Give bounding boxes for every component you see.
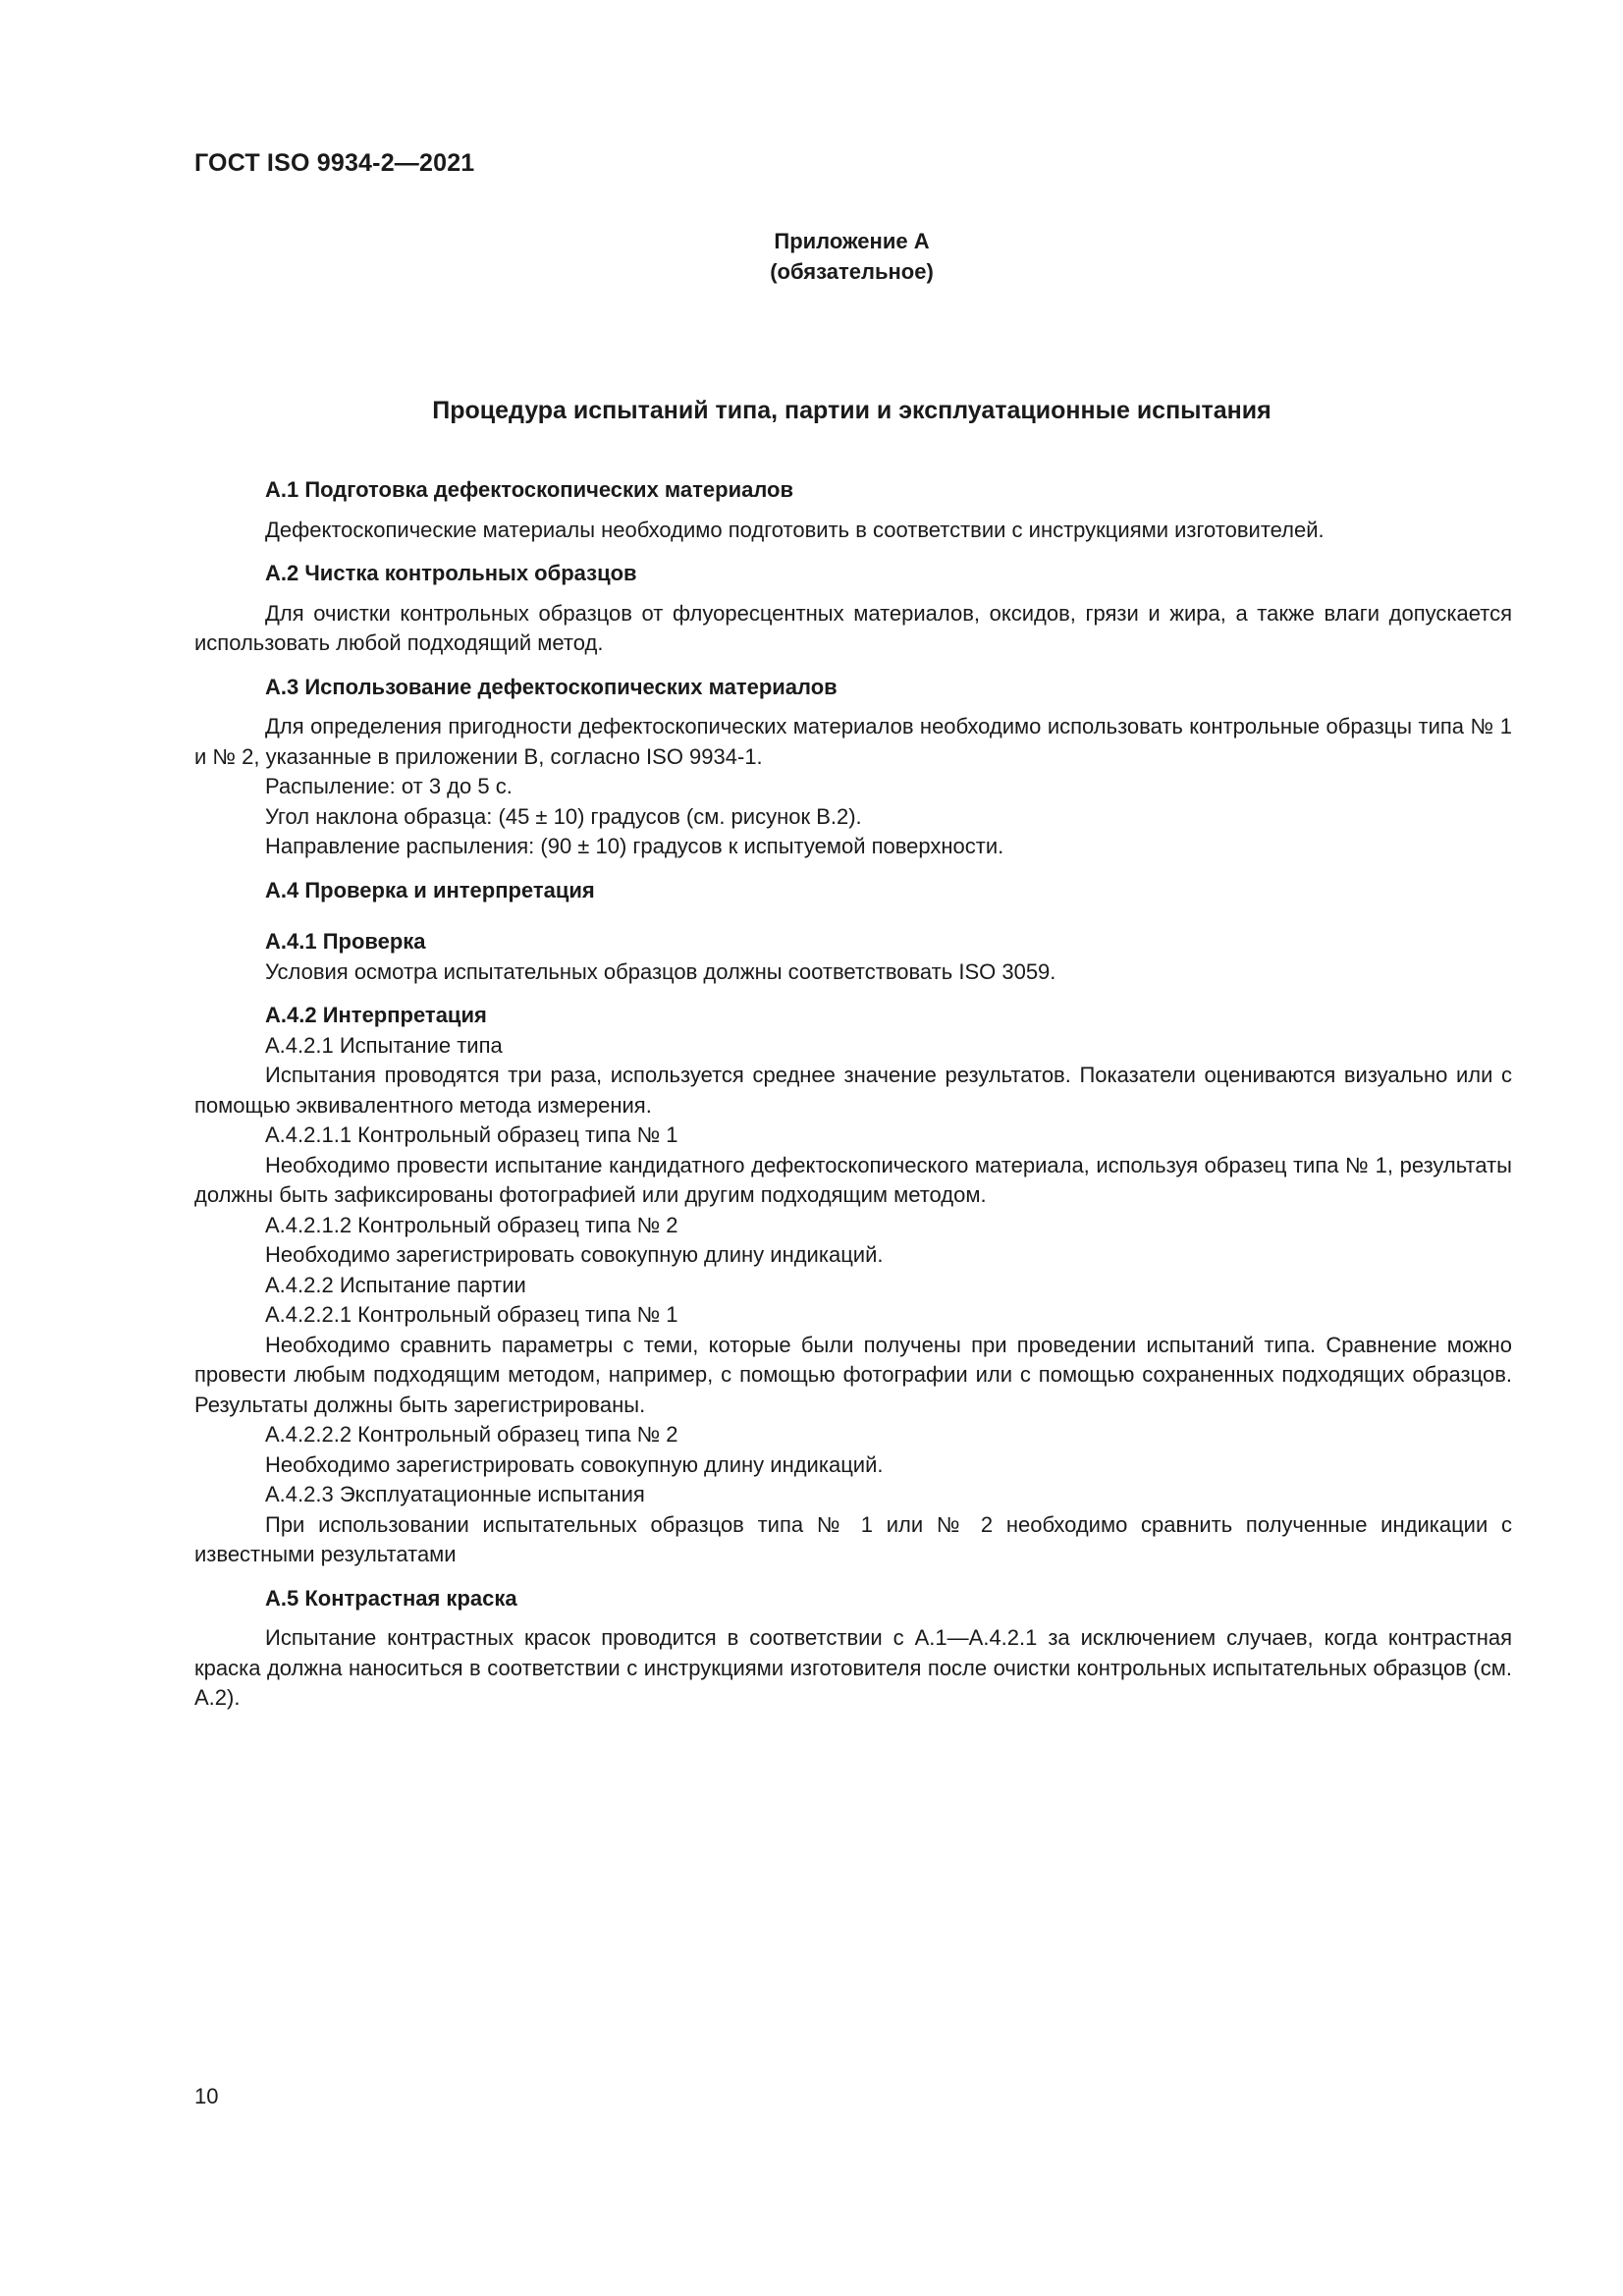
paragraph-a4212: Необходимо зарегистрировать совокупную длину индикаций. bbox=[265, 1242, 884, 1267]
annex-label: Приложение А bbox=[774, 229, 930, 253]
annex-heading bbox=[0, 226, 1623, 287]
section-heading-a4: А.4 Проверка и интерпретация bbox=[265, 877, 595, 902]
subsection-heading-a421: А.4.2.1 Испытание типа bbox=[265, 1032, 503, 1058]
annex-title: Процедура испытаний типа, партии и эксплуатационные испытания bbox=[432, 397, 1271, 424]
document-body bbox=[194, 475, 1512, 1714]
page-number: 10 bbox=[194, 2084, 219, 2108]
section-heading-a3: А.3 Использование дефектоскопических материалов bbox=[265, 674, 838, 699]
paragraph-a3-3: Угол наклона образца: (45 ± 10) градусов (см. рисунок В.2). bbox=[265, 803, 862, 829]
subsection-heading-a4211: А.4.2.1.1 Контрольный образец типа № 1 bbox=[265, 1122, 678, 1147]
subsection-heading-a4212: А.4.2.1.2 Контрольный образец типа № 2 bbox=[265, 1212, 678, 1237]
paragraph-a3-2: Распыление: от 3 до 5 с. bbox=[265, 774, 513, 798]
section-heading-a2: А.2 Чистка контрольных образцов bbox=[265, 561, 637, 585]
section-heading-a1: А.1 Подготовка дефектоскопических материалов bbox=[265, 477, 794, 502]
paragraph-a5: Испытание контрастных красок проводится в соответствии с А.1—А.4.2.1 за исключением случаев, когда контрастная краска должна наноситься в соответствии с инструкциями изготовителя после очистки контрольных испытательных образцов (см. А.2). bbox=[194, 1625, 1512, 1710]
paragraph-a1: Дефектоскопические материалы необходимо подготовить в соответствии с инструкциями изготовителей. bbox=[265, 517, 1325, 542]
document-id-header: ГОСТ ISO 9934-2—2021 bbox=[194, 149, 475, 177]
paragraph-a3-1: Для определения пригодности дефектоскопических материалов необходимо использовать контрольные образцы типа № 1 и № 2, указанные в приложении В, согласно ISO 9934-1. bbox=[194, 714, 1512, 769]
paragraph-a2: Для очистки контрольных образцов от флуоресцентных материалов, оксидов, грязи и жира, а также влаги допускается использовать любой подходящий метод. bbox=[194, 600, 1512, 655]
subsection-heading-a4221: А.4.2.2.1 Контрольный образец типа № 1 bbox=[265, 1302, 678, 1327]
paragraph-a41: Условия осмотра испытательных образцов должны соответствовать ISO 3059. bbox=[265, 958, 1056, 984]
paragraph-a4221: Необходимо сравнить параметры с теми, которые были получены при проведении испытаний типа. Сравнение можно провести любым подходящим методом, например, с помощью фотографии или с помощью сохраненных подходящих образцов. Результаты должны быть зарегистрированы. bbox=[194, 1332, 1512, 1417]
paragraph-a421: Испытания проводятся три раза, используется среднее значение результатов. Показатели оцениваются визуально или с помощью эквивалентного метода измерения. bbox=[194, 1063, 1512, 1118]
paragraph-a4222: Необходимо зарегистрировать совокупную длину индикаций. bbox=[265, 1451, 884, 1477]
paragraph-a423: При использовании испытательных образцов типа № 1 или № 2 необходимо сравнить полученные индикации с известными результатами bbox=[194, 1511, 1512, 1566]
subsection-heading-a4222: А.4.2.2.2 Контрольный образец типа № 2 bbox=[265, 1422, 678, 1447]
paragraph-a4211: Необходимо провести испытание кандидатного дефектоскопического материала, используя образец типа № 1, результаты должны быть зафиксированы фотографией или другим подходящим методом. bbox=[194, 1152, 1512, 1207]
section-heading-a41: А.4.1 Проверка bbox=[265, 929, 426, 954]
subsection-heading-a423: А.4.2.3 Эксплуатационные испытания bbox=[265, 1482, 645, 1506]
annex-status: (обязательное) bbox=[770, 259, 934, 284]
subsection-heading-a422: А.4.2.2 Испытание партии bbox=[265, 1272, 526, 1297]
paragraph-a3-4: Направление распыления: (90 ± 10) градусов к испытуемой поверхности. bbox=[265, 834, 1004, 858]
section-heading-a42: А.4.2 Интерпретация bbox=[265, 1003, 487, 1027]
section-heading-a5: А.5 Контрастная краска bbox=[265, 1585, 517, 1611]
